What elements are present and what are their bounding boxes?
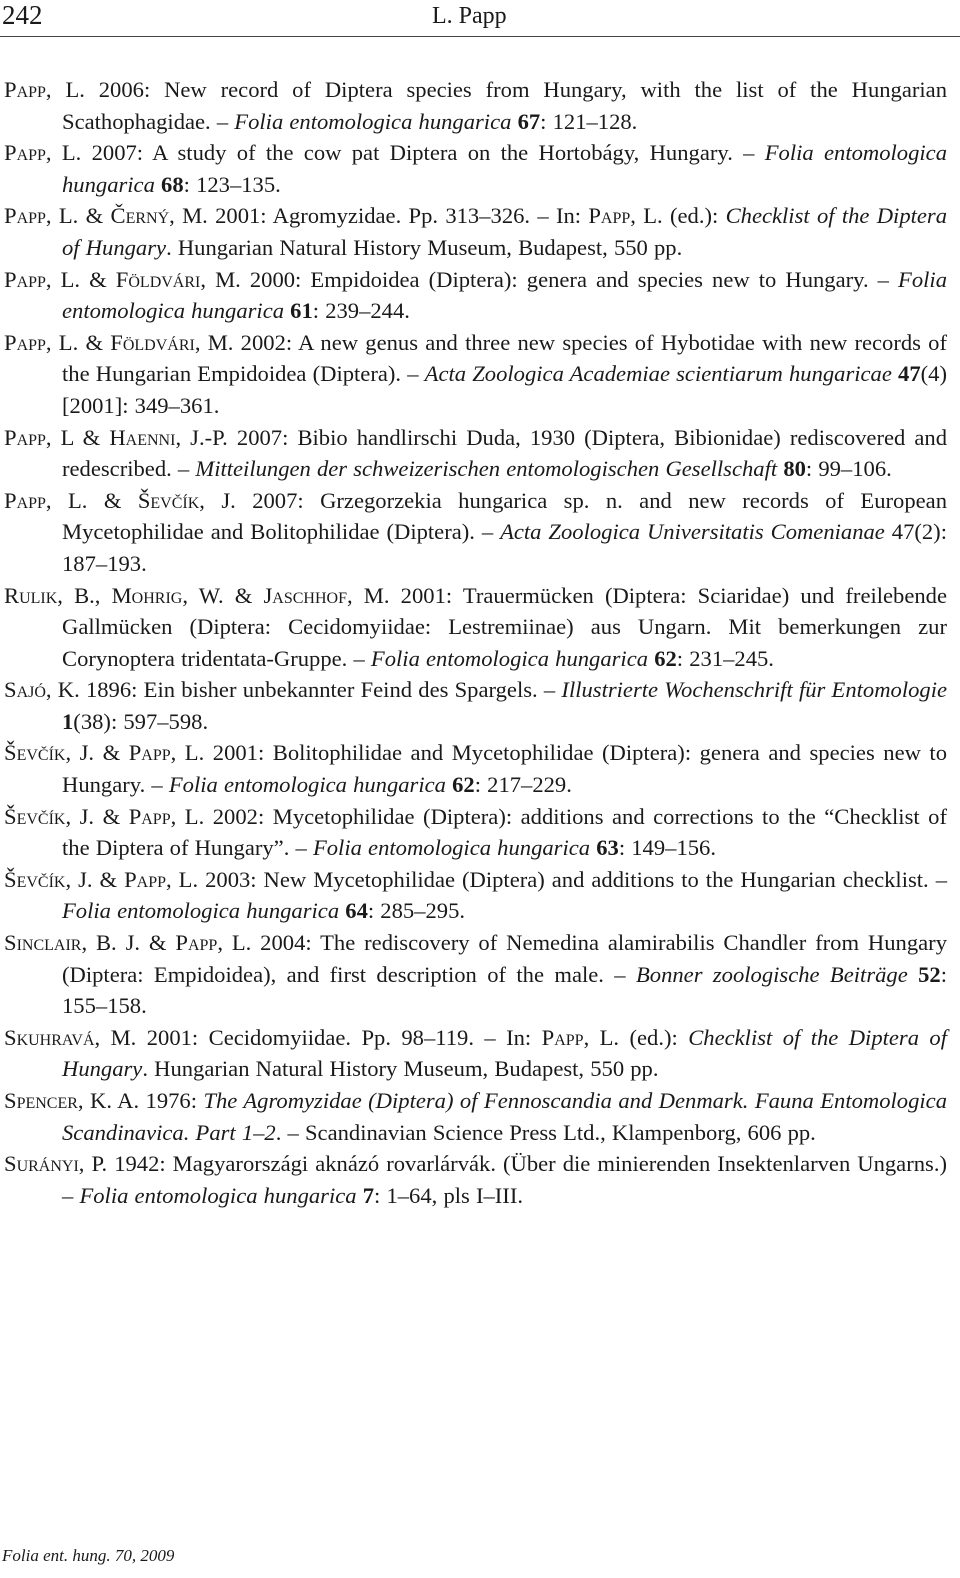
title-italic: Folia entomologica hungarica [312, 835, 591, 861]
reference-text: , M. 2001: Agromyzidae. Pp. 313–326. – In: [169, 203, 589, 229]
reference-text: , L. 2002: Mycetophilidae (Diptera): additions and corrections to the “Checklist of the Diptera of Hungary”. – [62, 803, 947, 861]
reference-text: , J. & [65, 740, 129, 766]
reference-text [908, 962, 918, 987]
reference-text: , L. 2007: A study of the cow pat Diptera on the Hortobágy, Hungary. – [45, 140, 765, 166]
reference-entry [4, 264, 947, 327]
reference-text: , J. & [65, 803, 129, 829]
author-name: Papp [4, 424, 46, 450]
reference-text: . Hungarian Natural History Museum, Budapest, 550 pp. [142, 1056, 659, 1082]
reference-text: : 231–245. [676, 645, 774, 671]
volume-number: 62 [654, 645, 677, 671]
title-italic: Acta Zoologica Academiae scientiarum hungaricae [424, 361, 892, 387]
reference-entry [4, 200, 947, 263]
volume-number: 68 [161, 171, 184, 197]
reference-text: : 121–128. [540, 108, 638, 134]
reference-entry [4, 327, 947, 422]
title-italic: Checklist of the Diptera of Hungary [62, 203, 948, 260]
title-italic: Mitteilungen der schweizerischen entomologischen Gesellschaft [195, 456, 778, 482]
reference-entry [4, 864, 947, 927]
reference-text: , W. & [182, 582, 264, 608]
title-italic: Folia entomologica hungarica [370, 645, 649, 671]
author-name: Földvári [115, 266, 201, 292]
title-italic: Bonner zoologische Beiträge [635, 961, 908, 987]
running-head: L. Papp [432, 3, 507, 29]
title-italic: The Agromyzidae (Diptera) of Fennoscandia and Denmark. Fauna Entomologica Scandinavica. Part 1–2 [62, 1088, 947, 1145]
reference-entry [4, 927, 947, 1022]
author-name: Surányi [4, 1151, 79, 1177]
title-italic: Folia entomologica hungarica [62, 140, 947, 197]
author-name: Papp [124, 866, 167, 892]
author-name: Papp [588, 203, 631, 229]
reference-text: , L. 2004: The rediscovery of Nemedina alamirabilis Chandler from Hungary (Diptera: Empidoidea), and first description of the male. – [62, 930, 947, 987]
reference-text: : 123–135. [183, 171, 281, 197]
reference-text: , M. 2001: Trauermücken (Diptera: Sciaridae) und freilebende Gallmücken (Diptera: Cecidomyiidae: Lestremiinae) aus Ungarn. Mit bemerkungen zur Corynoptera tridentata-Gruppe. – [62, 582, 947, 671]
reference-text: : 239–244. [312, 298, 410, 324]
volume-number: 47 [898, 361, 921, 387]
author-name: Papp [128, 803, 171, 829]
reference-text: : 217–229. [474, 772, 572, 798]
reference-text: , K. A. 1976: [77, 1088, 204, 1113]
volume-number: 62 [452, 772, 475, 798]
reference-text: , P. 1942: Magyarországi aknázó rovarlárvák. (Über die minierenden Insektenlarven Ungarns.) – [62, 1151, 947, 1208]
reference-entry [4, 737, 947, 800]
title-italic: Illustrierte Wochenschrift für Entomologie [561, 677, 947, 703]
volume-number: 67 [517, 108, 541, 134]
author-name: Ševčík [4, 803, 66, 829]
author-name: Papp [4, 266, 46, 292]
reference-text: : 99–106. [805, 456, 892, 482]
author-name: Papp [4, 140, 46, 166]
reference-entry [4, 1148, 947, 1211]
reference-entry [4, 674, 947, 737]
reference-text: , L. 2001: Bolitophilidae and Mycetophilidae (Diptera): genera and species new to Hungary. – [62, 740, 948, 798]
reference-text: , L. & [45, 487, 138, 513]
reference-text: . Hungarian Natural History Museum, Budapest, 550 pp. [166, 234, 683, 260]
reference-text: , L. 2006: New record of Diptera species from Hungary, with the list of the Hungarian Scathophagidae. – [45, 77, 947, 134]
reference-text: , M. 2001: Cecidomyiidae. Pp. 98–119. – In: [94, 1024, 542, 1050]
reference-text: : 1–64, pls I–III. [374, 1182, 523, 1208]
volume-number: 63 [596, 835, 619, 861]
author-name: Haenni [109, 424, 176, 450]
page-header [0, 0, 960, 37]
volume-number: 61 [290, 298, 313, 324]
reference-text: , L. & [45, 329, 111, 355]
reference-text: 47(2): 187–193. [62, 519, 947, 576]
reference-text: , L. & [45, 266, 116, 292]
author-name: Papp [4, 487, 46, 513]
author-name: Papp [4, 329, 46, 355]
reference-text: , L. (ed.): [583, 1024, 689, 1050]
title-italic: Folia entomologica hungarica [234, 108, 512, 134]
page-number: 242 [2, 0, 43, 30]
reference-text: , J.-P. 2007: Bibio handlirschi Duda, 1930 (Diptera, Bibionidae) rediscovered and redescribed. – [62, 424, 947, 482]
reference-text: , J. 2007: Grzegorzekia hungarica sp. n. and new records of European Mycetophilidae and Bolitophilidae (Diptera). – [62, 487, 947, 545]
author-name: Papp [4, 203, 46, 229]
author-name: Ševčík [4, 866, 66, 892]
reference-text: , M. 2002: A new genus and three new species of Hybotidae with new records of the Hungarian Empidoidea (Diptera). – [62, 329, 947, 387]
author-name: Spencer [4, 1088, 78, 1113]
reference-text: (38): 597–598. [73, 708, 209, 734]
author-name: Rulik [4, 582, 58, 608]
volume-number: 64 [345, 898, 368, 924]
author-name: Jaschhof [263, 582, 347, 608]
author-name: Papp [541, 1024, 584, 1050]
footer-citation: Folia ent. hung. 70, 2009 [2, 1546, 175, 1565]
author-name: Mohrig [111, 582, 183, 608]
author-name: Papp [128, 740, 171, 766]
title-italic: Folia entomologica hungarica [79, 1182, 357, 1208]
title-italic: Acta Zoologica Universitatis Comenianae [500, 519, 885, 545]
reference-text: : 155–158. [62, 961, 947, 1019]
reference-text: (4) [2001]: 349–361. [62, 361, 947, 418]
volume-number: 1 [62, 708, 74, 734]
title-italic: Folia entomologica hungarica [168, 772, 446, 798]
title-italic: Checklist of the Diptera of Hungary [62, 1024, 947, 1082]
reference-text: : 149–156. [618, 835, 716, 861]
reference-text: , L. 2003: New Mycetophilidae (Diptera) and additions to the Hungarian checklist. – [166, 866, 947, 892]
author-name: Ševčík [137, 487, 200, 513]
reference-entry [4, 485, 947, 580]
reference-text: , L. & [45, 203, 111, 229]
author-name: Černý [110, 203, 170, 229]
reference-text: . – Scandinavian Science Press Ltd., Klampenborg, 606 pp. [275, 1119, 816, 1145]
reference-entry [4, 1085, 947, 1148]
volume-number: 80 [783, 456, 806, 482]
reference-text: , B. J. & [81, 930, 176, 956]
reference-text: , J. & [65, 866, 125, 892]
author-name: Sinclair [4, 930, 82, 956]
reference-entry [4, 74, 947, 137]
reference-entry [4, 1022, 947, 1085]
reference-list [4, 74, 947, 1211]
author-name: Papp [175, 930, 218, 956]
reference-text: , L & [45, 424, 110, 450]
reference-entry [4, 422, 947, 485]
author-name: Papp [4, 77, 46, 102]
author-name: Ševčík [4, 740, 66, 766]
reference-entry [4, 137, 947, 200]
reference-text: : 285–295. [367, 898, 466, 924]
reference-text: , M. 2000: Empidoidea (Diptera): genera and species new to Hungary. – [200, 266, 899, 292]
volume-number: 7 [362, 1182, 375, 1208]
reference-entry [4, 580, 947, 675]
author-name: Földvári [110, 329, 195, 355]
reference-text: , B., [57, 582, 112, 608]
author-name: Sajó [4, 677, 46, 703]
volume-number: 52 [918, 961, 941, 987]
reference-text: , L. (ed.): [630, 203, 726, 229]
title-italic: Folia entomologica hungarica [62, 266, 947, 324]
title-italic: Folia entomologica hungarica [62, 898, 340, 924]
reference-text: , K. 1896: Ein bisher unbekannter Feind des Spargels. – [45, 677, 562, 703]
reference-entry [4, 801, 947, 864]
author-name: Skuhravá [4, 1024, 95, 1050]
